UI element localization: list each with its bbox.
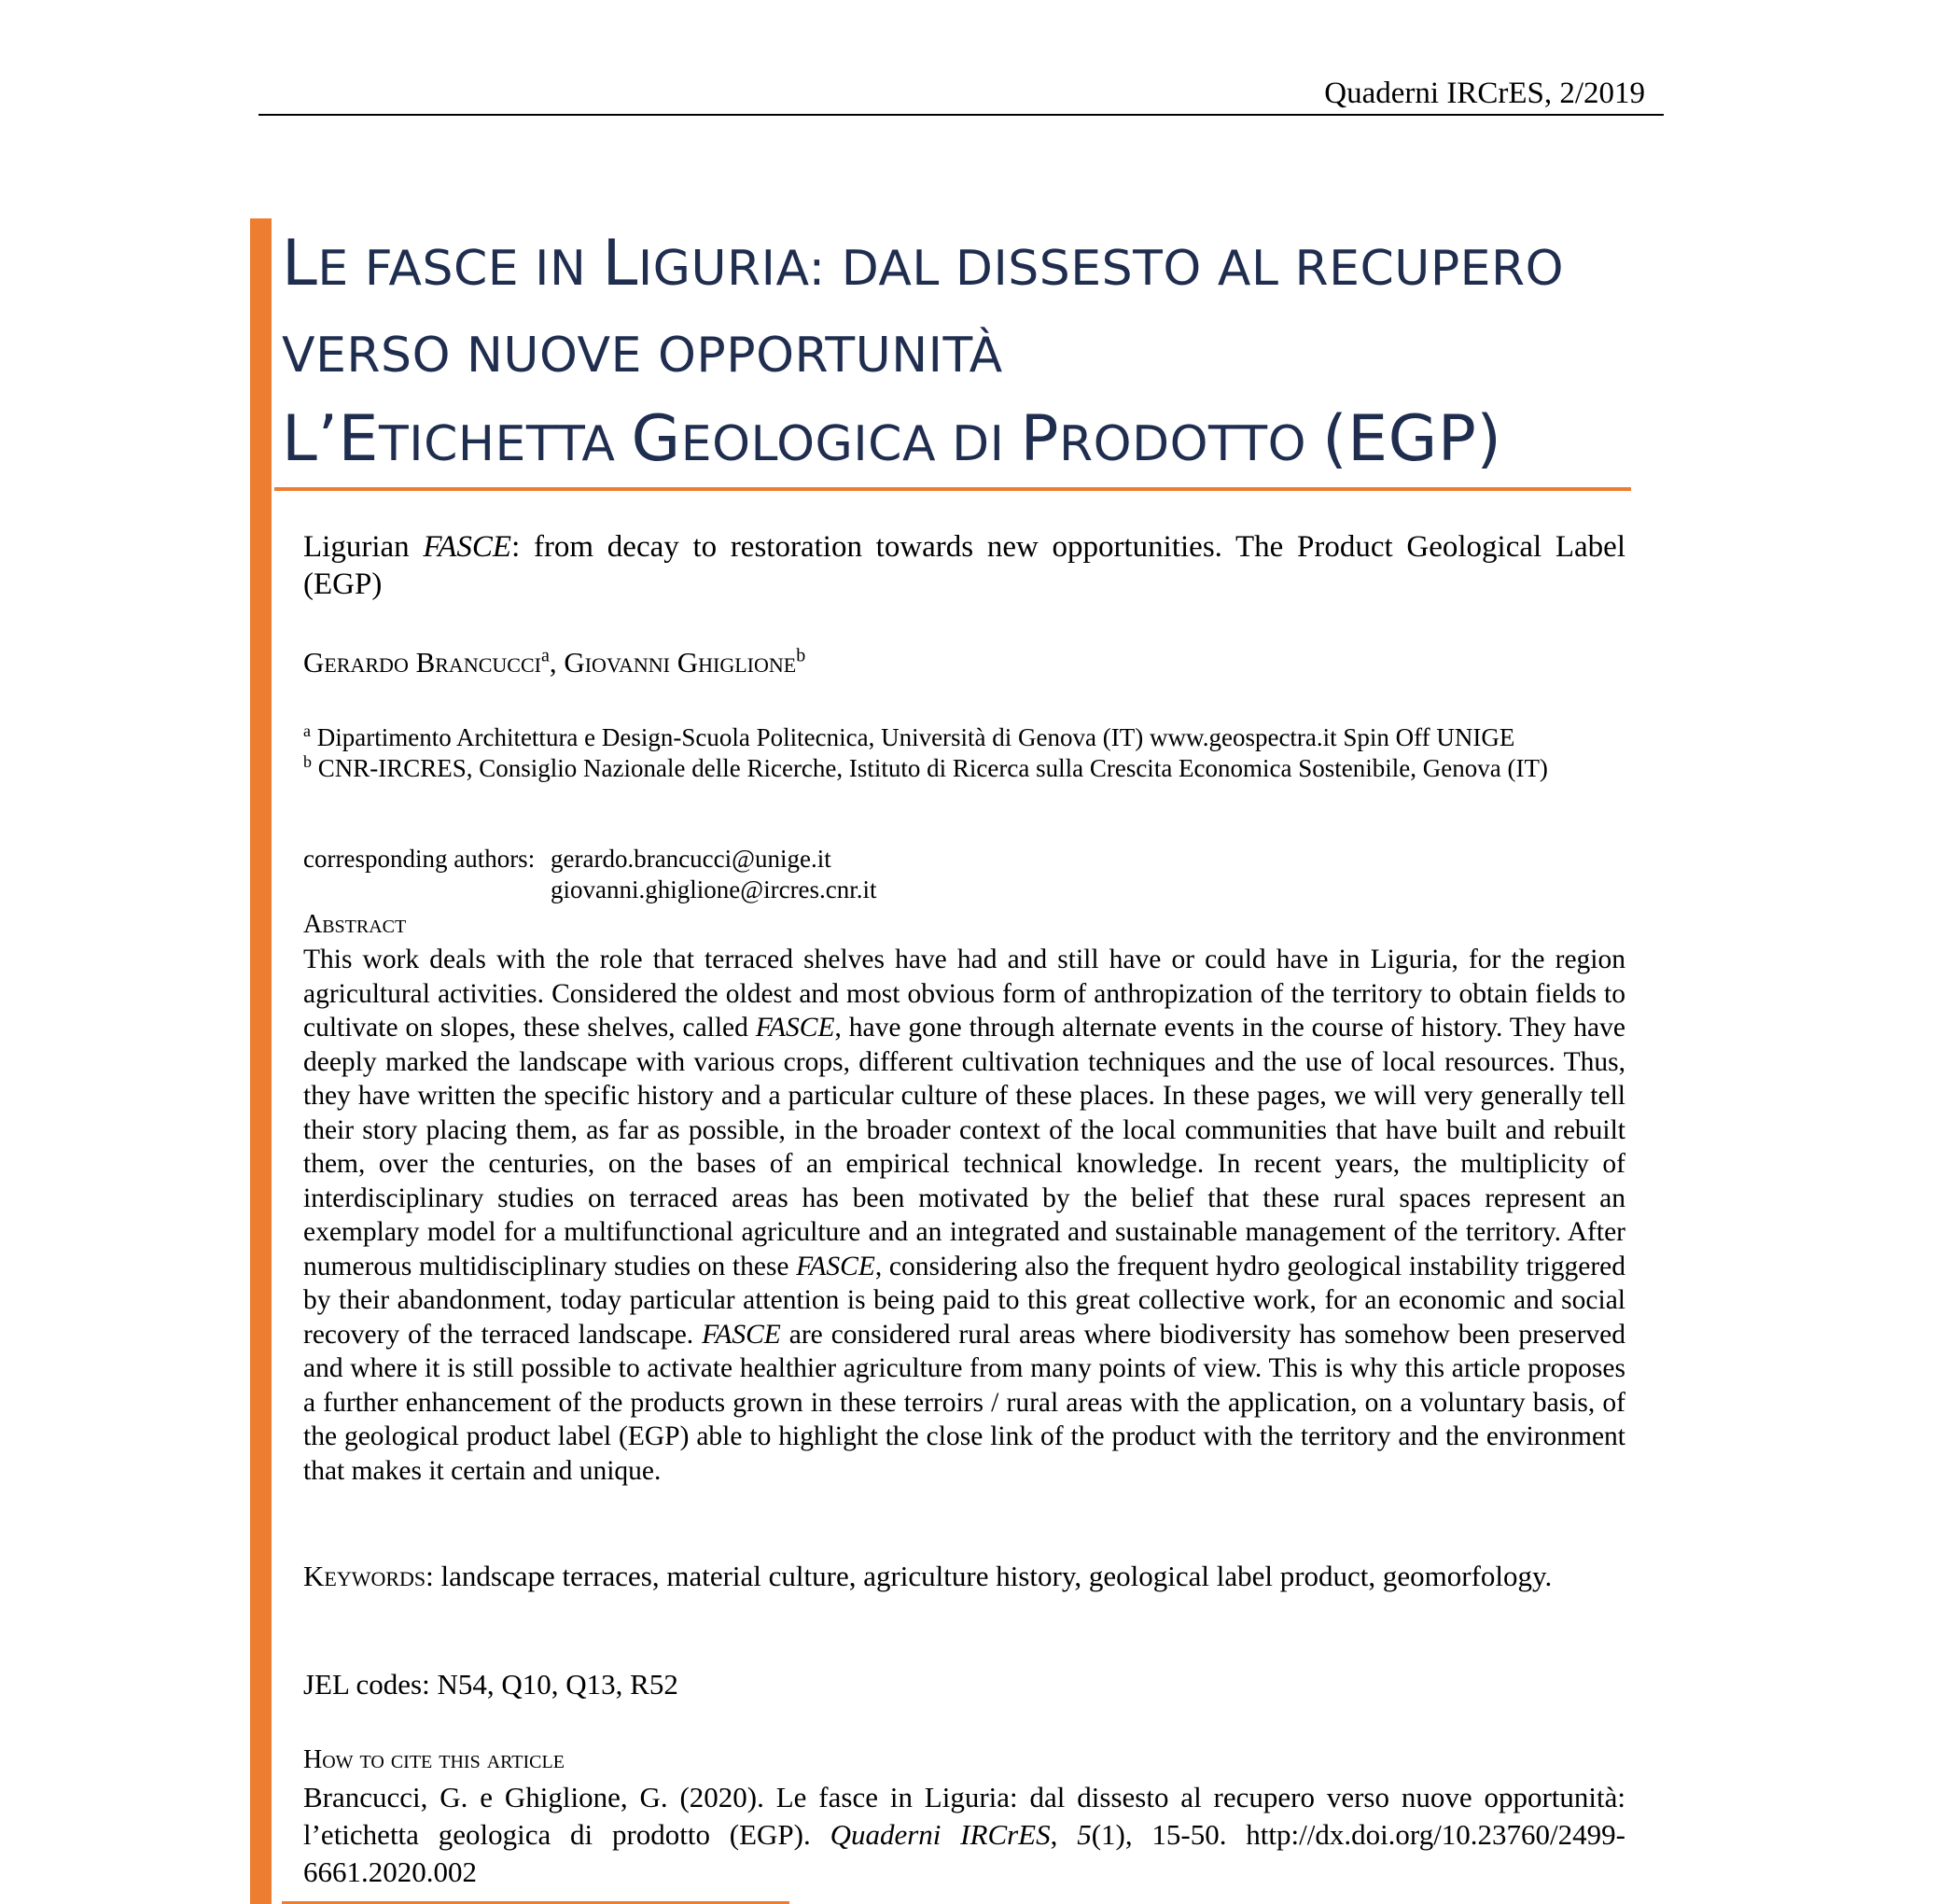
author-1-affil-mark: a (540, 645, 550, 666)
english-title-prefix: Ligurian (303, 530, 424, 564)
author-separator: , (549, 646, 565, 679)
affiliation-b-mark: b (303, 752, 312, 771)
author-2-affil-mark: b (796, 645, 806, 666)
abstract-italic-2: FASCE (796, 1251, 875, 1281)
title-underline (274, 487, 1631, 491)
affiliation-b (303, 753, 1625, 784)
keywords (303, 1559, 1625, 1594)
abstract-part-2: , have gone through alternate events in the course of history. They have deeply marked the landscape with various crops, different cultivation techniques and the use of local resources. Thus, they have written the specific history and a particular culture of these places. In these pages, we will very generally tell their story placing them, as far as possible, in the broader context of the local communities that have built and rebuilt them, over the centuries, on the bases of an empirical technical knowledge. In recent years, the multiplicity of interdisciplinary studies on terraced areas has been motivated by the belief that these rural spaces represent an exemplary model for a multifunctional agriculture and an integrated and sustainable management of the territory. After numerous multidisciplinary studies on these (303, 1013, 1625, 1281)
accent-side-bar (250, 218, 272, 1904)
title-segment: EOLOGICA DI (680, 416, 1021, 472)
abstract-italic-1: FASCE (755, 1013, 835, 1043)
journal-issue: Quaderni IRCrES, 2/2019 (1324, 77, 1645, 110)
corresponding-row-1 (303, 844, 1625, 875)
english-title-suffix: : from decay to restoration towards new opportunities. The Product Geological Label (EGP) (303, 530, 1625, 601)
corresponding-email-2[interactable]: giovanni.ghiglione@ircres.cnr.it (551, 875, 877, 903)
abstract-part-1: This work deals with the role that terraced shelves have had and still have or could have in Liguria, for the region agricultural activities. Considered the oldest and most obvious form of anthropization of the territory to obtain fields to cultivate on slopes, these shelves, called (303, 945, 1625, 1043)
abstract-heading: Abstract (303, 910, 407, 939)
citation-volume: 5 (1077, 1818, 1092, 1851)
title-segment: (EGP) (1322, 402, 1502, 476)
corresponding-email-1[interactable]: gerardo.brancucci@unige.it (551, 845, 831, 873)
abstract-italic-3: FASCE (702, 1319, 781, 1350)
corresponding-label-spacer (303, 875, 551, 905)
corresponding-row-2 (303, 875, 1625, 905)
title-segment: VERSO NUOVE OPPORTUNITÀ (282, 328, 1003, 384)
keywords-text: landscape terraces, material culture, agriculture history, geological label product, geomorfology. (433, 1560, 1553, 1592)
title-line-3 (282, 398, 1635, 486)
title-line-1 (282, 222, 1635, 311)
citation-part-3[interactable]: (1), 15-50. http://dx.doi.org/10.23760/2499-6661.2020.002 (303, 1818, 1625, 1888)
affiliation-a (303, 722, 1625, 753)
english-title (303, 528, 1625, 603)
abstract-part-4: are considered rural areas where biodiversity has somehow been preserved and where it is still possible to activate healthier agriculture from many points of view. This is why this article proposes a further enhancement of the products grown in these terroirs / rural areas with the application, on a voluntary basis, of the geological product label (EGP) able to highlight the close link of the product with the territory and the environment that makes it certain and unique. (303, 1319, 1625, 1486)
author-line (303, 644, 1625, 681)
citation-part-2: , (1050, 1818, 1078, 1851)
title-segment: L (602, 227, 638, 301)
running-header (258, 71, 1664, 116)
title-segment: P (1020, 402, 1060, 476)
title-segment: E FASCE IN (317, 241, 603, 297)
citation-heading: How to cite this article (303, 1745, 565, 1774)
affiliations (303, 722, 1625, 784)
abstract-text (303, 943, 1625, 1488)
abstract-part-3: , considering also the frequent hydro geological instability triggered by their abandonment, today particular attention is being paid to this great collective work, for an economic and social recovery of the terraced landscape. (303, 1251, 1625, 1350)
title-segment: L’E (282, 402, 379, 476)
corresponding-authors (303, 844, 1625, 905)
author-1: Gerardo Brancucci (303, 646, 541, 679)
citation-journal: Quaderni IRCrES (830, 1818, 1051, 1851)
title-segment: TICHETTA (378, 416, 632, 472)
affiliation-a-text: Dipartimento Architettura e Design-Scuola Politecnica, Università di Genova (IT) www.geospectra.it Spin Off UNIGE (311, 723, 1515, 751)
title-segment: RODOTTO (1059, 416, 1323, 472)
title-segment: L (282, 227, 318, 301)
affiliation-a-mark: a (303, 721, 311, 740)
author-2: Giovanni Ghiglione (564, 646, 797, 679)
jel-codes: JEL codes: N54, Q10, Q13, R52 (303, 1668, 678, 1701)
keywords-label: Keywords: (303, 1560, 434, 1592)
title-segment: IGURIA: DAL DISSESTO AL RECUPERO (637, 241, 1565, 297)
corresponding-label: corresponding authors: (303, 845, 536, 873)
title-line-2 (282, 311, 1635, 398)
affiliation-b-text: CNR-IRCRES, Consiglio Nazionale delle Ricerche, Istituto di Ricerca sulla Crescita Economica Sostenibile, Genova (IT) (312, 754, 1548, 782)
english-title-italic: FASCE (423, 530, 512, 564)
title-segment: G (631, 402, 681, 476)
article-title (282, 222, 1635, 486)
citation-part-1: Brancucci, G. e Ghiglione, G. (2020). Le fasce in Liguria: dal dissesto al recupero verso nuove opportunità: l’etichetta geologica di prodotto (EGP). (303, 1781, 1625, 1851)
citation-text (303, 1779, 1625, 1891)
